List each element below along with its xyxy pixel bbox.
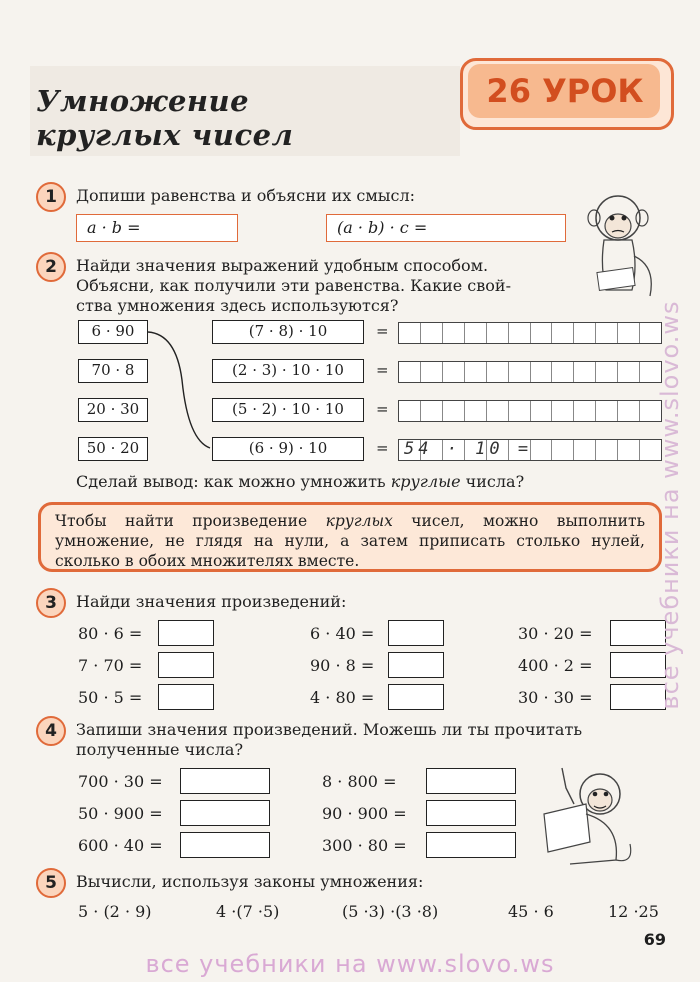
task4-expr: 90 · 900 = [322, 804, 407, 823]
task4-answer-box[interactable] [426, 768, 516, 794]
task3-expr: 80 · 6 = [78, 624, 143, 643]
task1-box-abc-label: (a · b) · c = [337, 218, 428, 237]
equals-sign: = [376, 439, 389, 457]
rule-part1: Чтобы найти произведение [55, 512, 326, 530]
task4-text-line1: Запиши значения произведений. Можешь ли ты прочитать [76, 720, 583, 739]
connector-line [148, 330, 212, 450]
task4-text-line2: полученные числа? [76, 740, 244, 759]
task3-expr: 90 · 8 = [310, 656, 375, 675]
task3-answer-box[interactable] [388, 684, 444, 710]
task-number-5: 5 [36, 868, 66, 898]
handwritten-answer: 54 · 10 = [404, 439, 533, 459]
task5-text: Вычисли, используя законы умножения: [76, 872, 424, 891]
equals-sign: = [376, 322, 389, 340]
task2-left-box: 70 · 8 [78, 359, 148, 383]
task3-text: Найди значения произведений: [76, 592, 347, 611]
task4-expr: 600 · 40 = [78, 836, 163, 855]
task3-expr: 400 · 2 = [518, 656, 593, 675]
title-line-2: круглых чисел [36, 118, 294, 152]
task3-expr: 6 · 40 = [310, 624, 375, 643]
task2-left-box: 20 · 30 [78, 398, 148, 422]
task4-answer-box[interactable] [180, 800, 270, 826]
task3-expr: 30 · 30 = [518, 688, 593, 707]
rule-part2: чисел, можно выполнить умножение, не глядя на нули, а затем приписать столько нулей, сколько в обоих множителях вместе. [55, 512, 646, 570]
task4-expr: 8 · 800 = [322, 772, 397, 791]
title-line-1: Умножение [36, 84, 250, 118]
equals-sign: = [376, 361, 389, 379]
task2-left-box: 50 · 20 [78, 437, 148, 461]
task2-text-line1: Найди значения выражений удобным способом. [76, 256, 489, 275]
task-number-3: 3 [36, 588, 66, 618]
rule-box [38, 502, 662, 572]
task4-expr: 50 · 900 = [78, 804, 163, 823]
equals-sign: = [376, 400, 389, 418]
task4-answer-box[interactable] [426, 832, 516, 858]
page-number: 69 [643, 930, 666, 949]
answer-grid[interactable] [398, 322, 662, 344]
task1-text: Допиши равенства и объясни их смысл: [76, 186, 416, 205]
task3-expr: 4 · 80 = [310, 688, 375, 707]
task4-expr: 300 · 80 = [322, 836, 407, 855]
task4-answer-box[interactable] [180, 832, 270, 858]
task2-mid-box: (2 · 3) · 10 · 10 [212, 359, 364, 383]
side-watermark [652, 160, 692, 850]
answer-grid[interactable] [398, 400, 662, 422]
page-title [36, 84, 293, 152]
task1-box-ab-label: a · b = [87, 218, 141, 237]
task1-box-abc[interactable] [326, 214, 566, 242]
task3-answer-box[interactable] [158, 620, 214, 646]
task-number-4: 4 [36, 716, 66, 746]
task-number-1: 1 [36, 182, 66, 212]
conclusion-suffix: числа? [460, 472, 525, 491]
task3-answer-box[interactable] [388, 652, 444, 678]
task2-text-line3: ства умножения здесь используются? [76, 296, 399, 315]
task4-answer-box[interactable] [426, 800, 516, 826]
bottom-watermark[interactable]: все учебники на www.slovo.ws [145, 950, 555, 978]
conclusion-italic: круглые [390, 472, 461, 491]
task3-answer-box[interactable] [388, 620, 444, 646]
task2-left-box: 6 · 90 [78, 320, 148, 344]
task3-expr: 50 · 5 = [78, 688, 143, 707]
task-number-2: 2 [36, 252, 66, 282]
task3-expr: 7 · 70 = [78, 656, 143, 675]
task5-expr: 12 ·25 [608, 902, 659, 921]
task4-expr: 700 · 30 = [78, 772, 163, 791]
task2-text-line2: Объясни, как получили эти равенства. Какие свой- [76, 276, 511, 295]
task3-expr: 30 · 20 = [518, 624, 593, 643]
task5-expr: (5 ·3) ·(3 ·8) [342, 902, 439, 921]
task3-answer-box[interactable] [158, 652, 214, 678]
task2-mid-box: (5 · 2) · 10 · 10 [212, 398, 364, 422]
task5-expr: 45 · 6 [508, 902, 554, 921]
monkey-reading-illustration [530, 764, 640, 874]
answer-grid[interactable] [398, 361, 662, 383]
conclusion-prefix: Сделай вывод: как можно умножить [76, 472, 391, 491]
lesson-label: 26 УРОК [486, 72, 644, 110]
task2-mid-box: (6 · 9) · 10 [212, 437, 364, 461]
conclusion-text [76, 472, 524, 492]
task2-mid-box: (7 · 8) · 10 [212, 320, 364, 344]
task5-expr: 5 · (2 · 9) [78, 902, 152, 921]
task1-box-ab[interactable] [76, 214, 238, 242]
task5-expr: 4 ·(7 ·5) [216, 902, 280, 921]
monkey-thinking-illustration [580, 186, 660, 306]
side-watermark-text: все учебники на www.slovo.ws [656, 300, 684, 710]
task4-answer-box[interactable] [180, 768, 270, 794]
rule-italic: круглых [325, 512, 393, 530]
task3-answer-box[interactable] [158, 684, 214, 710]
